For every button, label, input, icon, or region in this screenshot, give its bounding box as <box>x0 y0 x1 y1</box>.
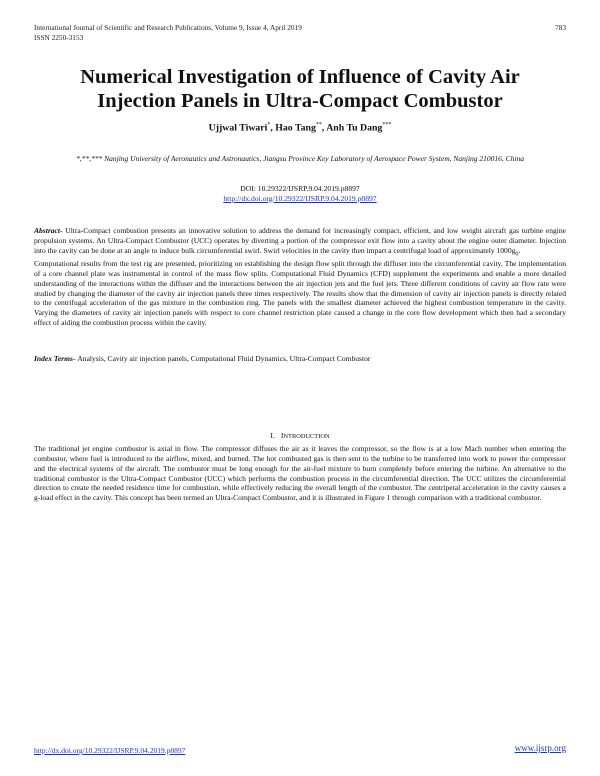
abstract-subscript: 0 <box>515 250 519 258</box>
index-terms <box>34 354 566 364</box>
section-heading <box>0 431 600 440</box>
author-name: Anh Tu Dang <box>326 122 383 134</box>
author-name: Ujjwal Tiwari <box>208 122 268 134</box>
index-terms-label: Index Terms <box>34 354 73 363</box>
author-mark: ** <box>315 122 322 128</box>
section-title-rest: NTRODUCTION <box>283 433 330 440</box>
author-name: Hao Tang <box>275 122 316 134</box>
section-number: I. <box>270 431 275 440</box>
author-separator: , <box>270 122 276 134</box>
introduction-text <box>34 444 566 503</box>
abstract-label: Abstract <box>34 226 60 235</box>
index-terms-text: Analysis, Cavity air injection panels, Computational Fluid Dynamics, Ultra-Compact Combustor <box>77 354 371 363</box>
doi-link[interactable]: http://dx.doi.org/10.29322/IJSRP.9.04.2019.p8897 <box>223 193 377 203</box>
page-number: 783 <box>555 23 566 32</box>
abstract-paragraph: Computational results from the test rig are presented, prioritizing on establishing the design flow split through the diffuser into the circumferential cavity. The implementation of a core channel plate was instrumental in control of the mass flow splits. Computational Fluid Dynamics (CFD) supplement the experiments and enable a more detailed understanding of the interactions within the diffuser and the interactions between the air injection jets and the fuel jets. Three different conditions of cavity air flow rate were studied by changing the diameter of the cavity air injection panels three times respectively. The results show that the dimension of cavity air injection panels is directly related to the centrifugal acceleration of the gas mixture in the combustion ring. The panels with the smallest diameter achieved the highest combustion temperature in the cavity. Varying the diameters of cavity air injection panels with respect to core channel restriction plate caused a change in the core flow development which then had a secondary effect of aiding the combustion process within the cavity. <box>34 259 566 328</box>
doi-text: DOI: 10.29322/IJSRP.9.04.2019.p8897 <box>240 184 360 193</box>
paper-title: Numerical Investigation of Influence of Cavity Air Injection Panels in Ultra-Compact Combustor <box>80 66 520 112</box>
affiliation: *,**,*** Nanjing University of Aeronautics and Astronautics, Jiangsu Province Key Laboratory of Aerospace Power System, Nanjing 210016, China <box>75 154 525 163</box>
author-list <box>0 122 600 133</box>
abstract-dash: - <box>60 226 66 235</box>
abstract-paragraph <box>34 226 566 259</box>
abstract-text: Ultra-Compact combustion presents an innovative solution to address the demand for increasingly compact, efficient, and low weight aircraft gas turbine engine propulsion systems. An Ultra-Compact Combustor (UCC) operates by diverting a portion of the compressor exit flow into a cavity about the engine outer diameter. Injection into the cavity can be done at an angle to induce bulk circumferential swirl. Swirl velocities in the cavity then impart a centrifugal load of approximately 1000g <box>34 226 566 255</box>
running-header <box>34 23 302 42</box>
author-mark: * <box>267 122 271 128</box>
issn: ISSN 2250-3153 <box>34 32 84 42</box>
section-title-initial: I <box>280 431 284 440</box>
intro-paragraph: The traditional jet engine combustor is axial in flow. The compressor diffuses the air as it leaves the compressor, so the flow is at a low Mach number when entering the combustor, where fuel is introduced to the airflow, mixed, and burned. The hot combusted gas is then sent to the turbine to be transferred into work to power the compressor and the electrical systems of the aircraft. The combustor must be long enough for the air-fuel mixture to burn completely before entering the turbine. An alternative to the traditional combustor is the Ultra-Compact Combustor (UCC) which performs the combustion process in the circumferential direction. The UCC utilizes the circumferential direction to create the needed residence time for combustion, while effectively reducing the overall length of the combustor. The centripetal acceleration in the cavity causes a g-load effect in the cavity. This concept has been termed an Ultra-Compact Combustor, and it is illustrated in Figure 1 through comparison with a traditional combustor. <box>34 444 566 503</box>
doi-block <box>0 184 600 203</box>
index-terms-dash: - <box>72 354 78 363</box>
author-mark: *** <box>382 122 392 128</box>
author-separator: , <box>321 122 327 134</box>
abstract <box>34 226 566 328</box>
journal-citation: International Journal of Scientific and Research Publications, Volume 9, Issue 4, April 2019 <box>34 23 302 32</box>
abstract-period: . <box>518 245 521 255</box>
footer-site-link[interactable]: www.ijsrp.org <box>514 743 566 753</box>
footer-doi-link[interactable]: http://dx.doi.org/10.29322/IJSRP.9.04.2019.p8897 <box>34 746 186 755</box>
